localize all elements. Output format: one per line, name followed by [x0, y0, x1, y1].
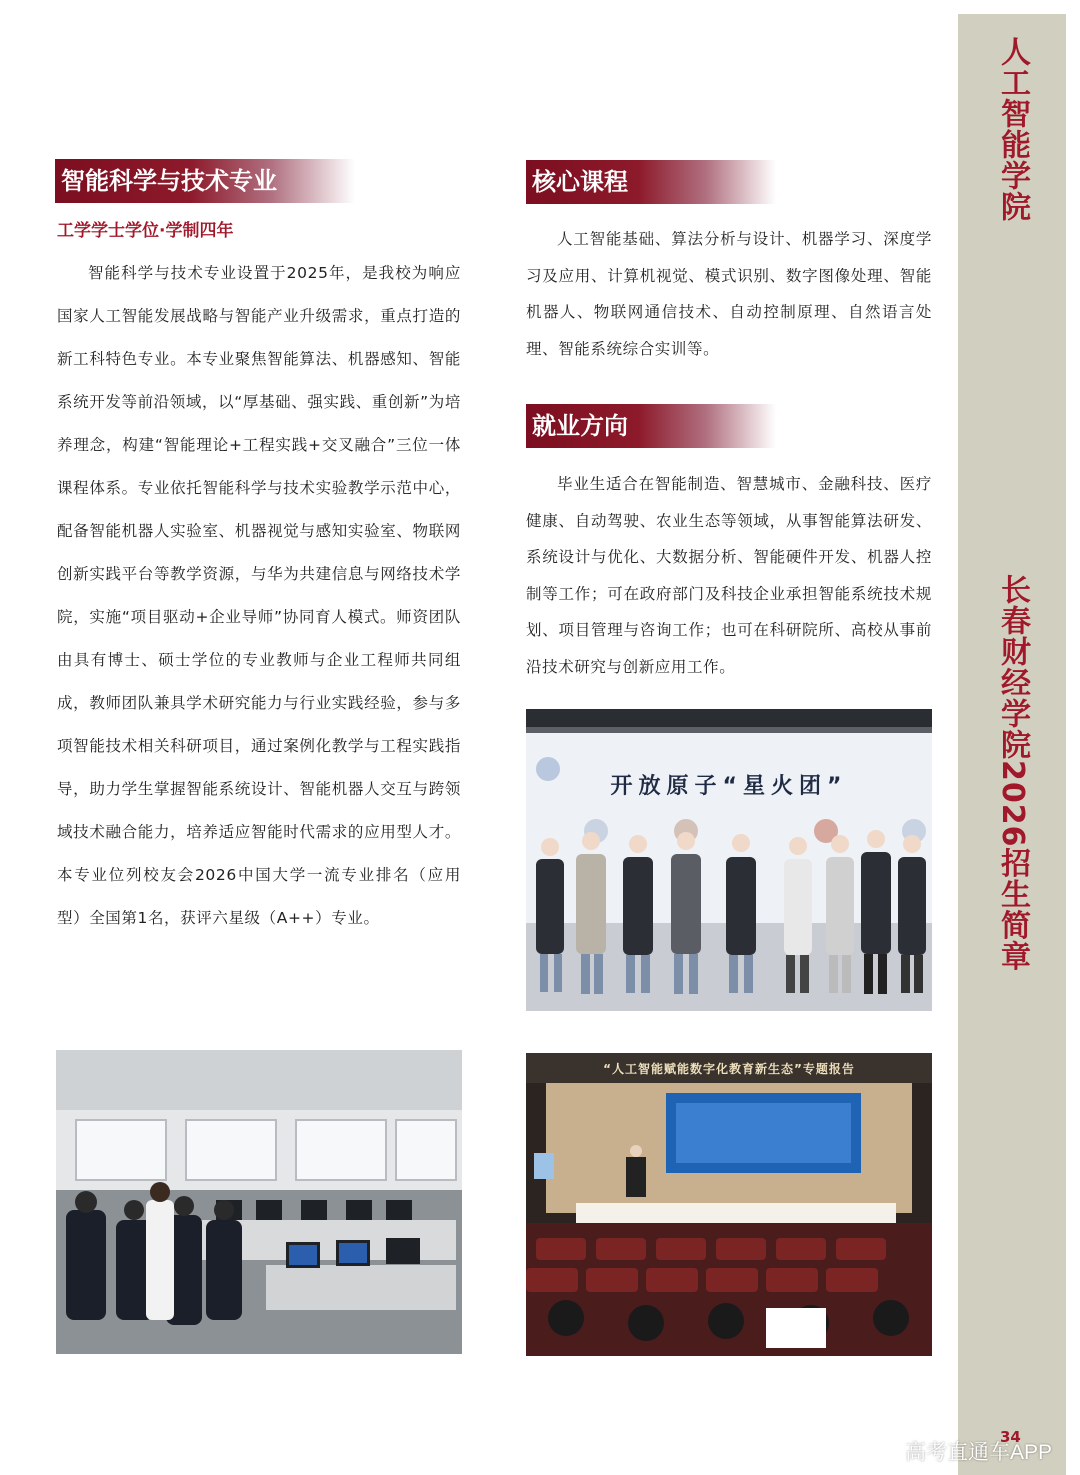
computer-lab-illustration: [56, 1050, 462, 1354]
college-name: 人工智能学院: [995, 36, 1030, 222]
sidebar: [958, 14, 1066, 1475]
careers-title: 就业方向: [532, 412, 628, 440]
courses-text: 人工智能基础、算法分析与设计、机器学习、深度学习及应用、计算机视觉、模式识别、数字图像处理、智能机器人、物联网通信技术、自动控制原理、自然语言处理、智能系统综合实训等。: [526, 230, 932, 358]
courses-title-banner: [526, 160, 776, 204]
careers-title-banner: [526, 404, 776, 448]
major-title-banner: [55, 159, 355, 203]
careers-text: 毕业生适合在智能制造、智慧城市、金融科技、医疗健康、自动驾驶、农业生态等领域，从事智能算法研发、系统设计与优化、大数据分析、智能硬件开发、机器人控制等工作；可在政府部门及科技企业承担智能系统技术规划、项目管理与咨询工作；也可在科研院所、高校从事前沿技术研究与创新应用工作。: [526, 475, 932, 676]
brochure-title: 长春财经学院2026招生简章: [995, 574, 1030, 972]
major-intro: 智能科学与技术专业设置于2025年，是我校为响应国家人工智能发展战略与智能产业升级需求，重点打造的新工科特色专业。本专业聚焦智能算法、机器感知、智能系统开发等前沿领域，以“厚基础、强实践、重创新”为培养理念，构建“智能理论+工程实践+交叉融合”三位一体课程体系。专业依托智能科学与技术实验教学示范中心，配备智能机器人实验室、机器视觉与感知实验室、物联网创新实践平台等教学资源，与华为共建信息与网络技术学院，实施“项目驱动+企业导师”协同育人模式。师资团队由具有博士、硕士学位的专业教师与企业工程师共同组成，教师团队兼具学术研究能力与行业实践经验，参与多项智能技术相关科研项目，通过案例化教学与工程实践指导，助力学生掌握智能系统设计、智能机器人交互与跨领域技术融合能力，培养适应智能时代需求的应用型人才。本专业位列校友会2026中国大学一流专业排名（应用型）全国第1名，获评六星级（A++）专业。: [57, 264, 461, 927]
computer-lab-photo: [56, 1050, 462, 1354]
watermark: 高考直通车APP: [904, 1441, 1052, 1464]
lecture-hall-illustration: [526, 1053, 932, 1356]
award-banner-text: 开放原子“星火团”: [610, 774, 848, 799]
major-title: 智能科学与技术专业: [61, 167, 277, 195]
award-ceremony-illustration: [526, 709, 932, 1011]
lecture-hall-photo: [526, 1053, 932, 1356]
lecture-banner-text: “人工智能赋能数字化教育新生态”专题报告: [603, 1062, 855, 1076]
degree-subhead: 工学学士学位·学制四年: [57, 221, 234, 241]
courses-title: 核心课程: [532, 168, 628, 196]
award-ceremony-photo: [526, 709, 932, 1011]
page-number: 34: [1000, 1428, 1021, 1446]
